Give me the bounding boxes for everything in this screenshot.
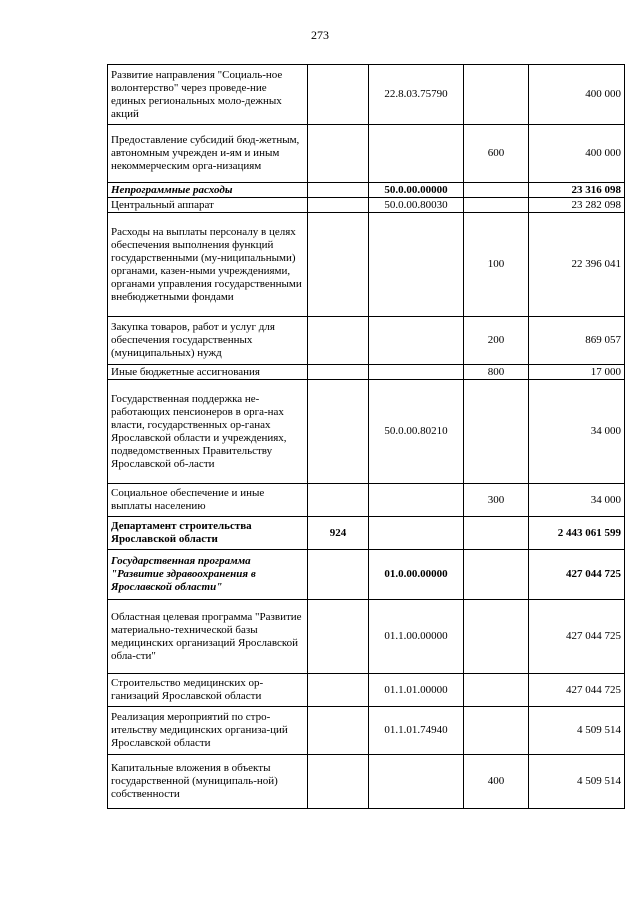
row-department-code-cell [308,484,369,517]
row-sum-cell: 427 044 725 [529,674,625,707]
table-row [108,213,625,317]
table-row [108,380,625,484]
table-row [108,183,625,198]
row-target-article-cell [369,755,464,809]
row-expense-type-cell [464,65,529,125]
row-name-cell: Социальное обеспечение и иные выплаты населению [108,484,308,517]
table-row [108,550,625,600]
row-target-article-cell: 01.0.00.00000 [369,550,464,600]
row-sum-cell: 22 396 041 [529,213,625,317]
row-expense-type-cell [464,550,529,600]
table-row [108,755,625,809]
row-target-article-cell [369,213,464,317]
row-expense-type-cell [464,674,529,707]
row-expense-type-cell: 300 [464,484,529,517]
row-target-article-cell [369,517,464,550]
row-expense-type-cell [464,707,529,755]
row-sum-cell: 34 000 [529,484,625,517]
table-row [108,707,625,755]
row-target-article-cell: 01.1.00.00000 [369,600,464,674]
row-name-cell: Областная целевая программа "Развитие материально-технической базы медицинских организаций Ярославской обла-сти" [108,600,308,674]
row-expense-type-cell [464,198,529,213]
row-department-code-cell [308,65,369,125]
row-target-article-cell: 50.0.00.80030 [369,198,464,213]
row-name-cell: Департамент строительства Ярославской области [108,517,308,550]
row-target-article-cell: 01.1.01.00000 [369,674,464,707]
row-expense-type-cell: 200 [464,317,529,365]
table-row [108,517,625,550]
row-sum-cell: 869 057 [529,317,625,365]
row-sum-cell: 4 509 514 [529,755,625,809]
row-department-code-cell [308,674,369,707]
table-row [108,600,625,674]
row-department-code-cell [308,198,369,213]
row-name-cell: Капитальные вложения в объекты государственной (муниципаль-ной) собственности [108,755,308,809]
table-row [108,484,625,517]
row-target-article-cell: 22.8.03.75790 [369,65,464,125]
row-expense-type-cell: 800 [464,365,529,380]
row-department-code-cell: 924 [308,517,369,550]
row-name-cell: Центральный аппарат [108,198,308,213]
row-expense-type-cell: 600 [464,125,529,183]
table-row [108,365,625,380]
row-sum-cell: 400 000 [529,65,625,125]
row-department-code-cell [308,213,369,317]
row-sum-cell: 427 044 725 [529,550,625,600]
row-name-cell: Иные бюджетные ассигнования [108,365,308,380]
row-name-cell: Предоставление субсидий бюд-жетным, автономным учрежден и-ям и иным некоммерческим орга-низациям [108,125,308,183]
row-target-article-cell: 50.0.00.80210 [369,380,464,484]
row-expense-type-cell [464,517,529,550]
row-department-code-cell [308,365,369,380]
row-department-code-cell [308,707,369,755]
row-target-article-cell: 50.0.00.00000 [369,183,464,198]
row-department-code-cell [308,755,369,809]
row-department-code-cell [308,125,369,183]
row-expense-type-cell: 400 [464,755,529,809]
row-expense-type-cell [464,600,529,674]
row-sum-cell: 4 509 514 [529,707,625,755]
table-row [108,674,625,707]
row-sum-cell: 34 000 [529,380,625,484]
row-sum-cell: 17 000 [529,365,625,380]
page-number: 273 [311,28,329,42]
budget-table-body [108,65,625,809]
table-row [108,198,625,213]
table-row [108,65,625,125]
row-department-code-cell [308,380,369,484]
row-sum-cell: 2 443 061 599 [529,517,625,550]
row-sum-cell: 23 316 098 [529,183,625,198]
row-department-code-cell [308,600,369,674]
row-expense-type-cell: 100 [464,213,529,317]
row-name-cell: Развитие направления "Социаль-ное волонтерство" через проведе-ние единых региональных моло-дежных акций [108,65,308,125]
row-expense-type-cell [464,183,529,198]
row-department-code-cell [308,183,369,198]
row-name-cell: Строительство медицинских ор-ганизаций Ярославской области [108,674,308,707]
row-name-cell: Государственная поддержка не-работающих пенсионеров в орга-нах власти, государственных ор-ганах Ярославской области и учреждениях, подведомственных Правительству Ярославской об-ласти [108,380,308,484]
row-name-cell: Закупка товаров, работ и услуг для обеспечения государственных (муниципальных) нужд [108,317,308,365]
row-sum-cell: 23 282 098 [529,198,625,213]
row-target-article-cell [369,484,464,517]
row-expense-type-cell [464,380,529,484]
row-name-cell: Реализация мероприятий по стро-ительству медицинских организа-ций Ярославской области [108,707,308,755]
row-name-cell: Расходы на выплаты персоналу в целях обеспечения выполнения функций государственными (му-ниципальными) органами, казен-ными учреждениями, органами управления государственными внебюджетными фондами [108,213,308,317]
row-name-cell: Непрограммные расходы [108,183,308,198]
row-target-article-cell [369,365,464,380]
row-sum-cell: 427 044 725 [529,600,625,674]
table-row [108,317,625,365]
row-sum-cell: 400 000 [529,125,625,183]
table-row [108,125,625,183]
budget-table [107,64,625,809]
row-target-article-cell [369,125,464,183]
row-target-article-cell: 01.1.01.74940 [369,707,464,755]
row-name-cell: Государственная программа "Развитие здравоохранения в Ярославской области" [108,550,308,600]
row-department-code-cell [308,550,369,600]
row-target-article-cell [369,317,464,365]
row-department-code-cell [308,317,369,365]
